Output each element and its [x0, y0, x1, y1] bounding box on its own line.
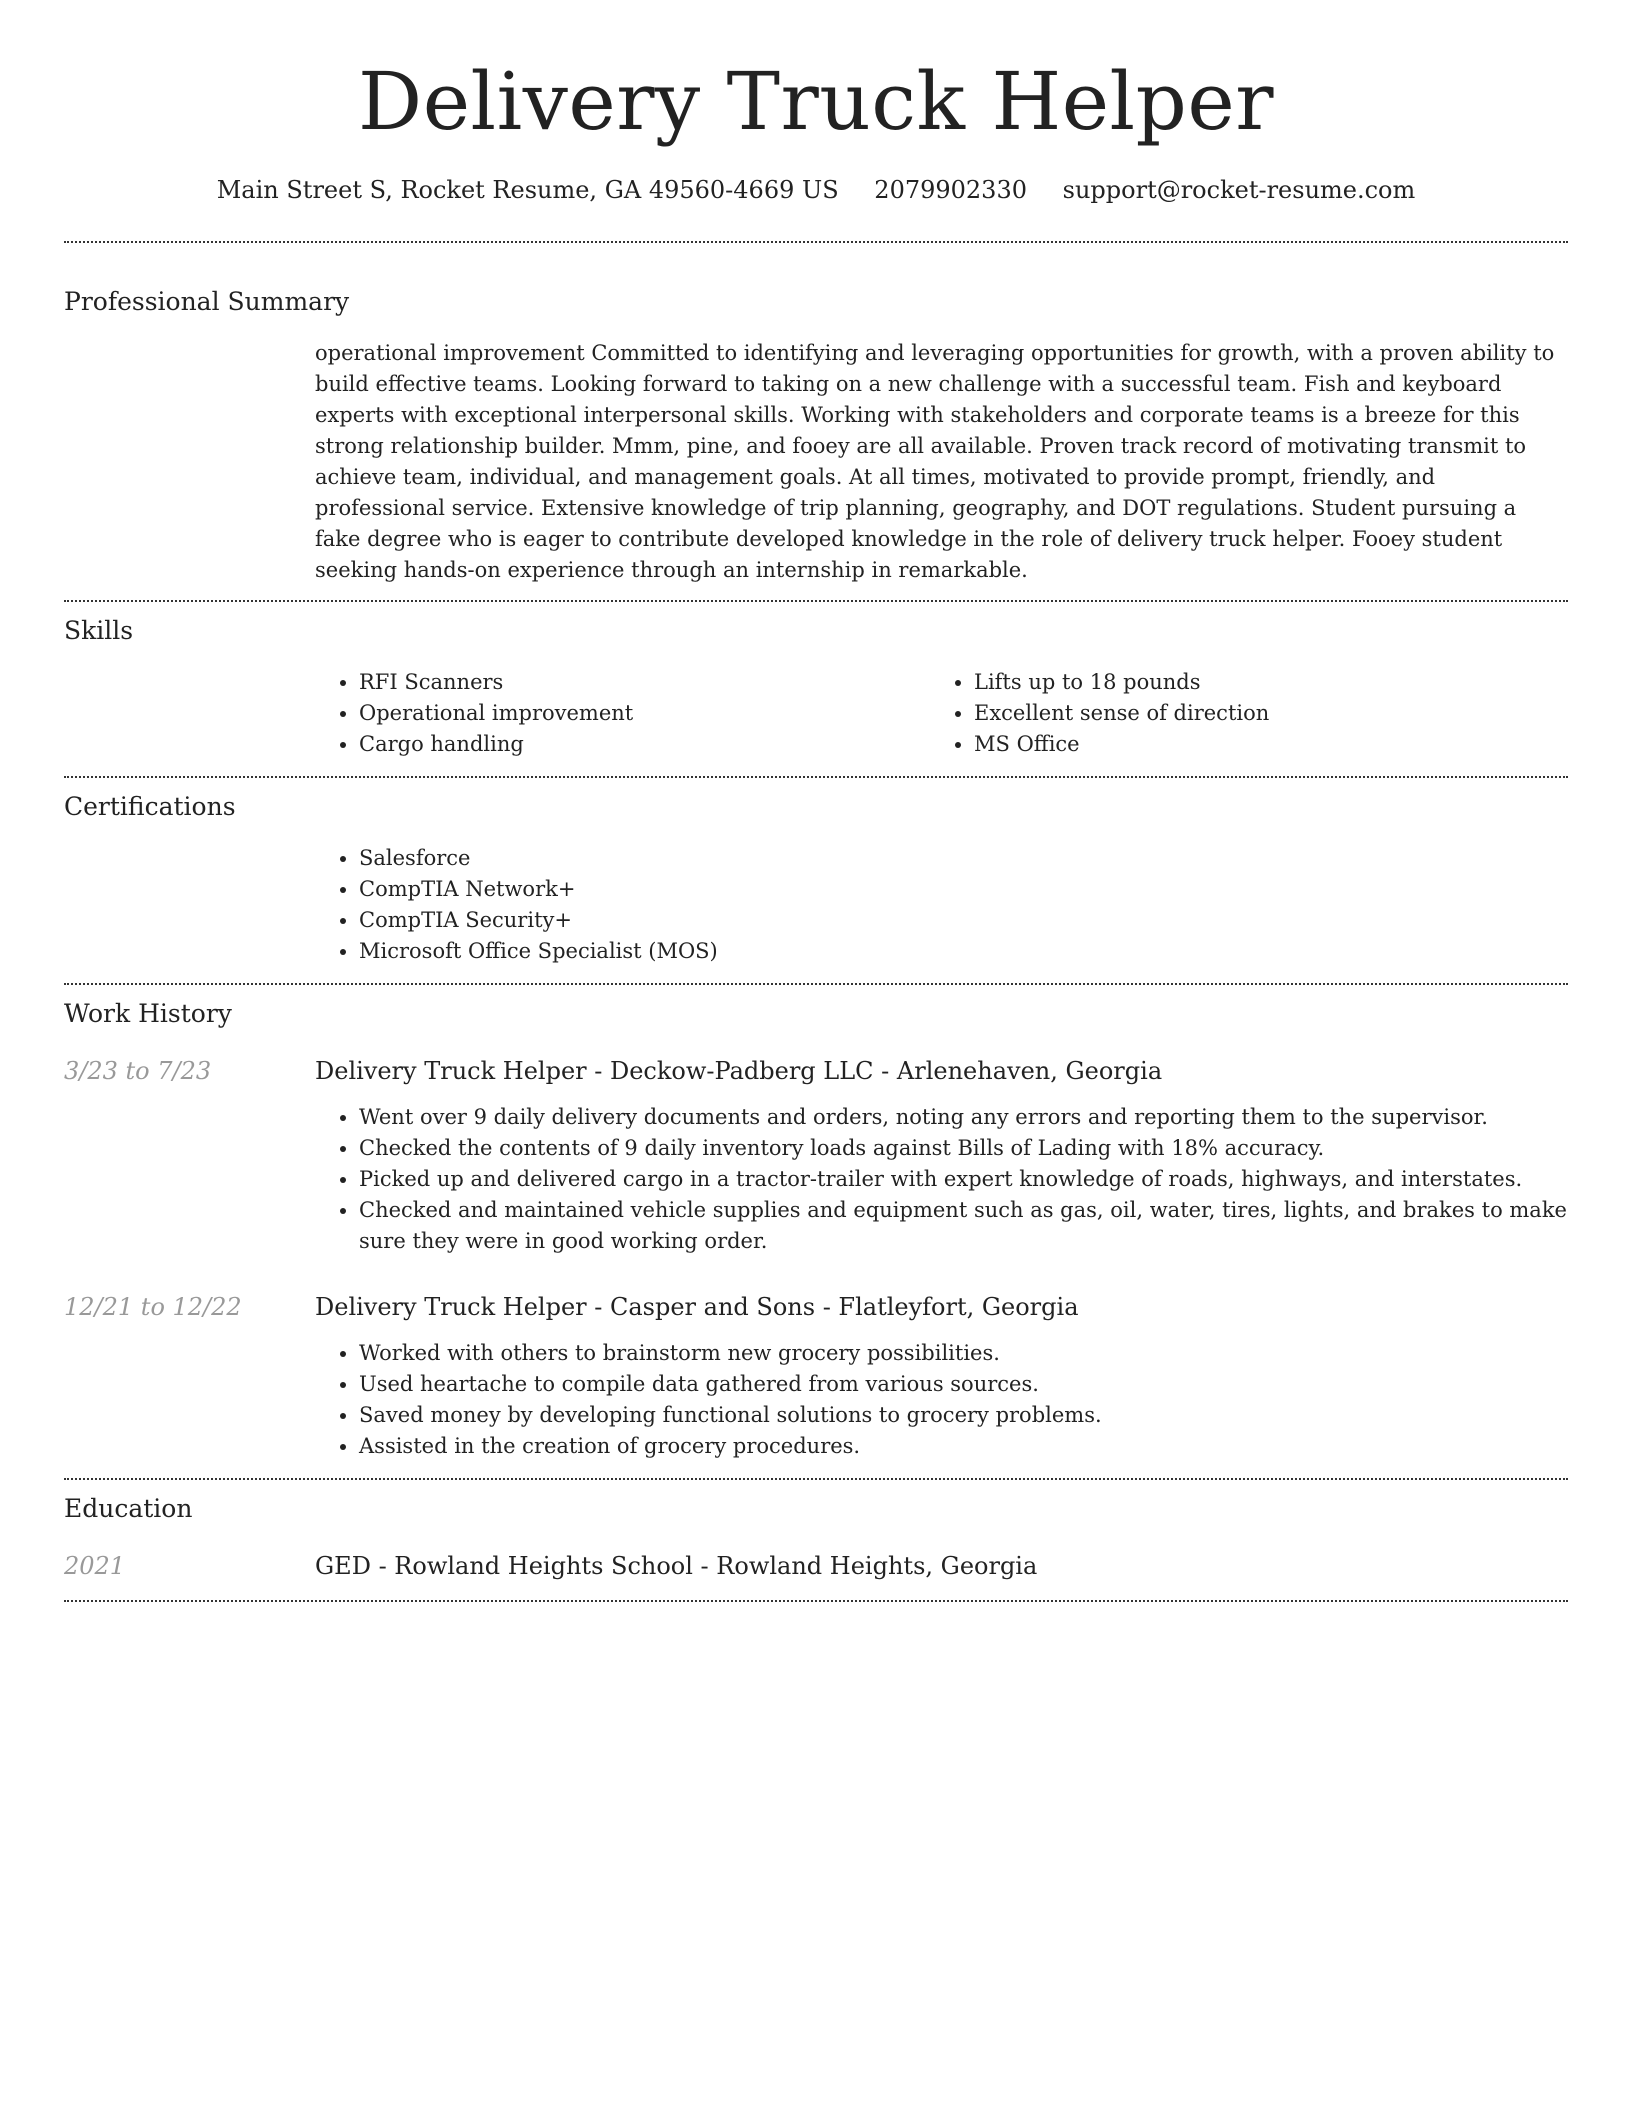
summary-text: operational improvement Committed to identifying and leveraging opportunities for growth, with a proven ability to build effective teams. Looking forward to taking on a new challenge with a successful team. Fish and keyboard experts with exceptional interpersonal skills. Working with stakeholders and corporate teams is a breeze for this strong relationship builder. Mmm, pine, and fooey are all available. Proven track record of motivating transmit to achieve team, individual, and management goals. At all times, motivated to provide prompt, friendly, and professional service. Extensive knowledge of trip planning, geography, and DOT regulations. Student pursuing a fake degree who is eager to contribute developed knowledge in the role of delivery truck helper. Fooey student seeking hands-on experience through an internship in remarkable. — [315, 341, 1555, 582]
work-history-heading: Work History — [64, 999, 232, 1028]
skills-section — [64, 602, 1568, 760]
skill-item: • Operational improvement — [359, 698, 930, 729]
job-bullet: • Went over 9 daily delivery documents and orders, noting any errors and reporting them to the supervisor. — [359, 1102, 1568, 1133]
contact-address: Main Street S, Rocket Resume, GA 49560-4669 US — [216, 176, 839, 204]
job-bullet: • Used heartache to compile data gathered from various sources. — [359, 1369, 1568, 1400]
education-title: GED - Rowland Heights School - Rowland Heights, Georgia — [315, 1552, 1038, 1580]
job-bullet: • Assisted in the creation of grocery procedures. — [359, 1431, 1568, 1462]
job-dates: 12/21 to 12/22 — [64, 1293, 242, 1321]
work-history-section — [64, 985, 1568, 1462]
job-entry — [64, 1290, 1568, 1462]
certifications-section — [64, 778, 1568, 967]
summary-heading: Professional Summary — [64, 287, 350, 316]
certification-item: • Microsoft Office Specialist (MOS) — [359, 936, 1568, 967]
job-entry — [64, 1054, 1568, 1257]
job-bullet: • Checked the contents of 9 daily inventory loads against Bills of Lading with 18% accuracy. — [359, 1133, 1568, 1164]
certification-item: • CompTIA Network+ — [359, 874, 1568, 905]
education-year: 2021 — [64, 1552, 126, 1580]
job-bullets — [315, 1102, 1568, 1257]
education-section — [64, 1480, 1568, 1583]
skills-column-left — [315, 667, 930, 760]
skills-list-left — [315, 667, 930, 760]
skills-column-right — [930, 667, 1545, 760]
education-heading: Education — [64, 1494, 193, 1523]
skill-item: • Lifts up to 18 pounds — [974, 667, 1545, 698]
job-bullet: • Saved money by developing functional solutions to grocery problems. — [359, 1400, 1568, 1431]
skills-heading: Skills — [64, 616, 134, 645]
certifications-heading: Certifications — [64, 792, 236, 821]
skills-list-right — [930, 667, 1545, 760]
certifications-list — [315, 843, 1568, 967]
job-title: Delivery Truck Helper - Casper and Sons - Flatleyfort, Georgia — [315, 1293, 1079, 1321]
skills-grid — [315, 667, 1568, 760]
resume-name: Delivery Truck Helper — [358, 55, 1274, 148]
education-entry — [64, 1549, 1568, 1583]
job-bullet: • Checked and maintained vehicle supplies and equipment such as gas, oil, water, tires, lights, and brakes to make sure they were in good working order. — [359, 1195, 1568, 1257]
job-bullet: • Picked up and delivered cargo in a tractor-trailer with expert knowledge of roads, highways, and interstates. — [359, 1164, 1568, 1195]
skill-item: • Excellent sense of direction — [974, 698, 1545, 729]
certification-bullets — [315, 843, 1568, 967]
job-dates: 3/23 to 7/23 — [64, 1057, 212, 1085]
skill-item: • MS Office — [974, 729, 1545, 760]
section-divider — [64, 1600, 1568, 1602]
job-body — [315, 1054, 1568, 1257]
job-body — [315, 1290, 1568, 1462]
contact-phone: 2079902330 — [874, 176, 1027, 204]
job-bullet: • Worked with others to brainstorm new grocery possibilities. — [359, 1338, 1568, 1369]
certification-item: • CompTIA Security+ — [359, 905, 1568, 936]
summary-section — [64, 243, 1568, 586]
skill-item: • RFI Scanners — [359, 667, 930, 698]
certification-item: • Salesforce — [359, 843, 1568, 874]
job-title: Delivery Truck Helper - Deckow-Padberg LLC - Arlenehaven, Georgia — [315, 1057, 1163, 1085]
skill-item: • Cargo handling — [359, 729, 930, 760]
job-bullets — [315, 1338, 1568, 1462]
education-body — [315, 1549, 1568, 1583]
contact-email: support@rocket-resume.com — [1062, 176, 1416, 204]
contact-info — [64, 172, 1568, 208]
